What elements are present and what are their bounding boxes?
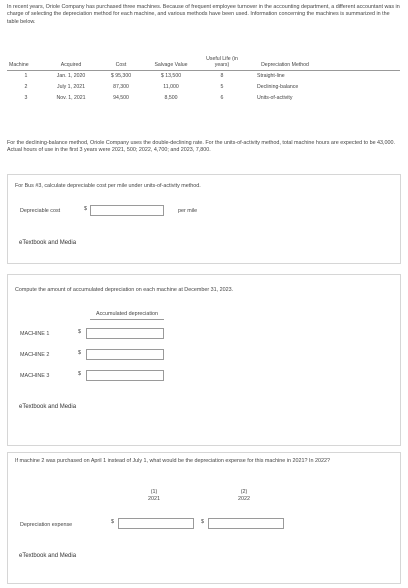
col-acquired: Acquired (45, 49, 97, 70)
machines-table (7, 49, 400, 103)
method-note: For the declining-balance method, Oriole Company uses the double-declining rate. For the units-of-activity method, total machine hours are expected to be 43,000. Actual hours of use in the first 3 years were 2021, 500; 2022, 4,700; and 2023, 7,800. (7, 140, 396, 154)
cell-cost: $ 95,300 (110, 72, 132, 79)
machine-2-input[interactable] (86, 349, 164, 360)
cell-method: Straight-line (257, 72, 285, 79)
depreciation-expense-label: Depreciation expense (20, 522, 73, 528)
table-row (7, 81, 400, 92)
expense-2021-input[interactable] (118, 518, 194, 529)
cell-method: Declining-balance (257, 83, 299, 90)
currency-symbol: $ (201, 519, 204, 525)
machine-3-input[interactable] (86, 370, 164, 381)
currency-symbol: $ (78, 371, 81, 377)
cell-method: Units-of-activity (257, 94, 293, 101)
panel-question: If machine 2 was purchased on April 1 instead of July 1, what would be the depreciation expense for this machine in 2021? In 2022? (15, 458, 330, 464)
currency-symbol: $ (78, 329, 81, 335)
cell-salvage: 11,000 (163, 83, 179, 90)
question-panel-accumulated-depreciation (7, 274, 401, 446)
machine-1-label: MACHINE 1 (20, 331, 50, 337)
question-panel-depreciable-cost (7, 174, 401, 264)
machine-1-input[interactable] (86, 328, 164, 339)
column-number: (2) (240, 489, 248, 495)
panel-question: Compute the amount of accumulated depreciation on each machine at December 31, 2023. (15, 287, 234, 293)
column-header-2022 (204, 489, 284, 502)
machine-2-label: MACHINE 2 (20, 352, 50, 358)
table-header-row (7, 49, 400, 70)
table-row (7, 92, 400, 103)
cell-machine: 3 (24, 94, 28, 101)
column-header-2021 (114, 489, 194, 502)
problem-intro: In recent years, Oriole Company has purchased three machines. Because of frequent employee turnover in the accounting department, a different accountant was in charge of selecting the depreciation method for each machine, and various methods have been used. Information concerning the machines is summarized in the table below. (7, 4, 400, 25)
cell-acquired: July 1, 2021 (57, 83, 85, 90)
cell-life: 8 (220, 72, 224, 79)
cell-life: 5 (220, 83, 224, 90)
cell-machine: 2 (24, 83, 28, 90)
cell-acquired: Jan. 1, 2020 (56, 72, 86, 79)
col-life: Useful Life (in years) (197, 49, 247, 70)
question-panel-depreciation-expense (7, 452, 401, 584)
col-method: Depreciation Method (247, 49, 323, 70)
cell-acquired: Nov. 1, 2021 (56, 94, 86, 101)
depreciable-cost-input[interactable] (90, 205, 164, 216)
col-cost: Cost (97, 49, 145, 70)
currency-symbol: $ (78, 350, 81, 356)
cell-salvage: 8,500 (164, 94, 178, 101)
col-machine: Machine (7, 49, 45, 70)
currency-symbol: $ (84, 206, 87, 212)
col-salvage: Salvage Value (145, 49, 197, 70)
cell-cost: 94,500 (113, 94, 129, 101)
depreciable-cost-label: Depreciable cost (20, 208, 61, 214)
table-row (7, 70, 400, 81)
etextbook-link[interactable]: eTextbook and Media (19, 553, 77, 559)
etextbook-link[interactable]: eTextbook and Media (19, 240, 77, 246)
expense-2022-input[interactable] (208, 518, 284, 529)
panel-question: For Bus #3, calculate depreciable cost per mile under units-of-activity method. (15, 183, 201, 189)
cell-cost: 87,300 (113, 83, 129, 90)
etextbook-link[interactable]: eTextbook and Media (19, 404, 77, 410)
machine-3-label: MACHINE 3 (20, 373, 50, 379)
cell-machine: 1 (24, 72, 28, 79)
cell-life: 6 (220, 94, 224, 101)
column-year: 2021 (148, 495, 160, 502)
accumulated-depreciation-header: Accumulated depreciation (90, 311, 164, 320)
currency-symbol: $ (111, 519, 114, 525)
column-year: 2022 (238, 495, 250, 502)
cell-salvage: $ 13,500 (160, 72, 182, 79)
column-number: (1) (150, 489, 158, 495)
per-mile-label: per mile (178, 208, 198, 214)
